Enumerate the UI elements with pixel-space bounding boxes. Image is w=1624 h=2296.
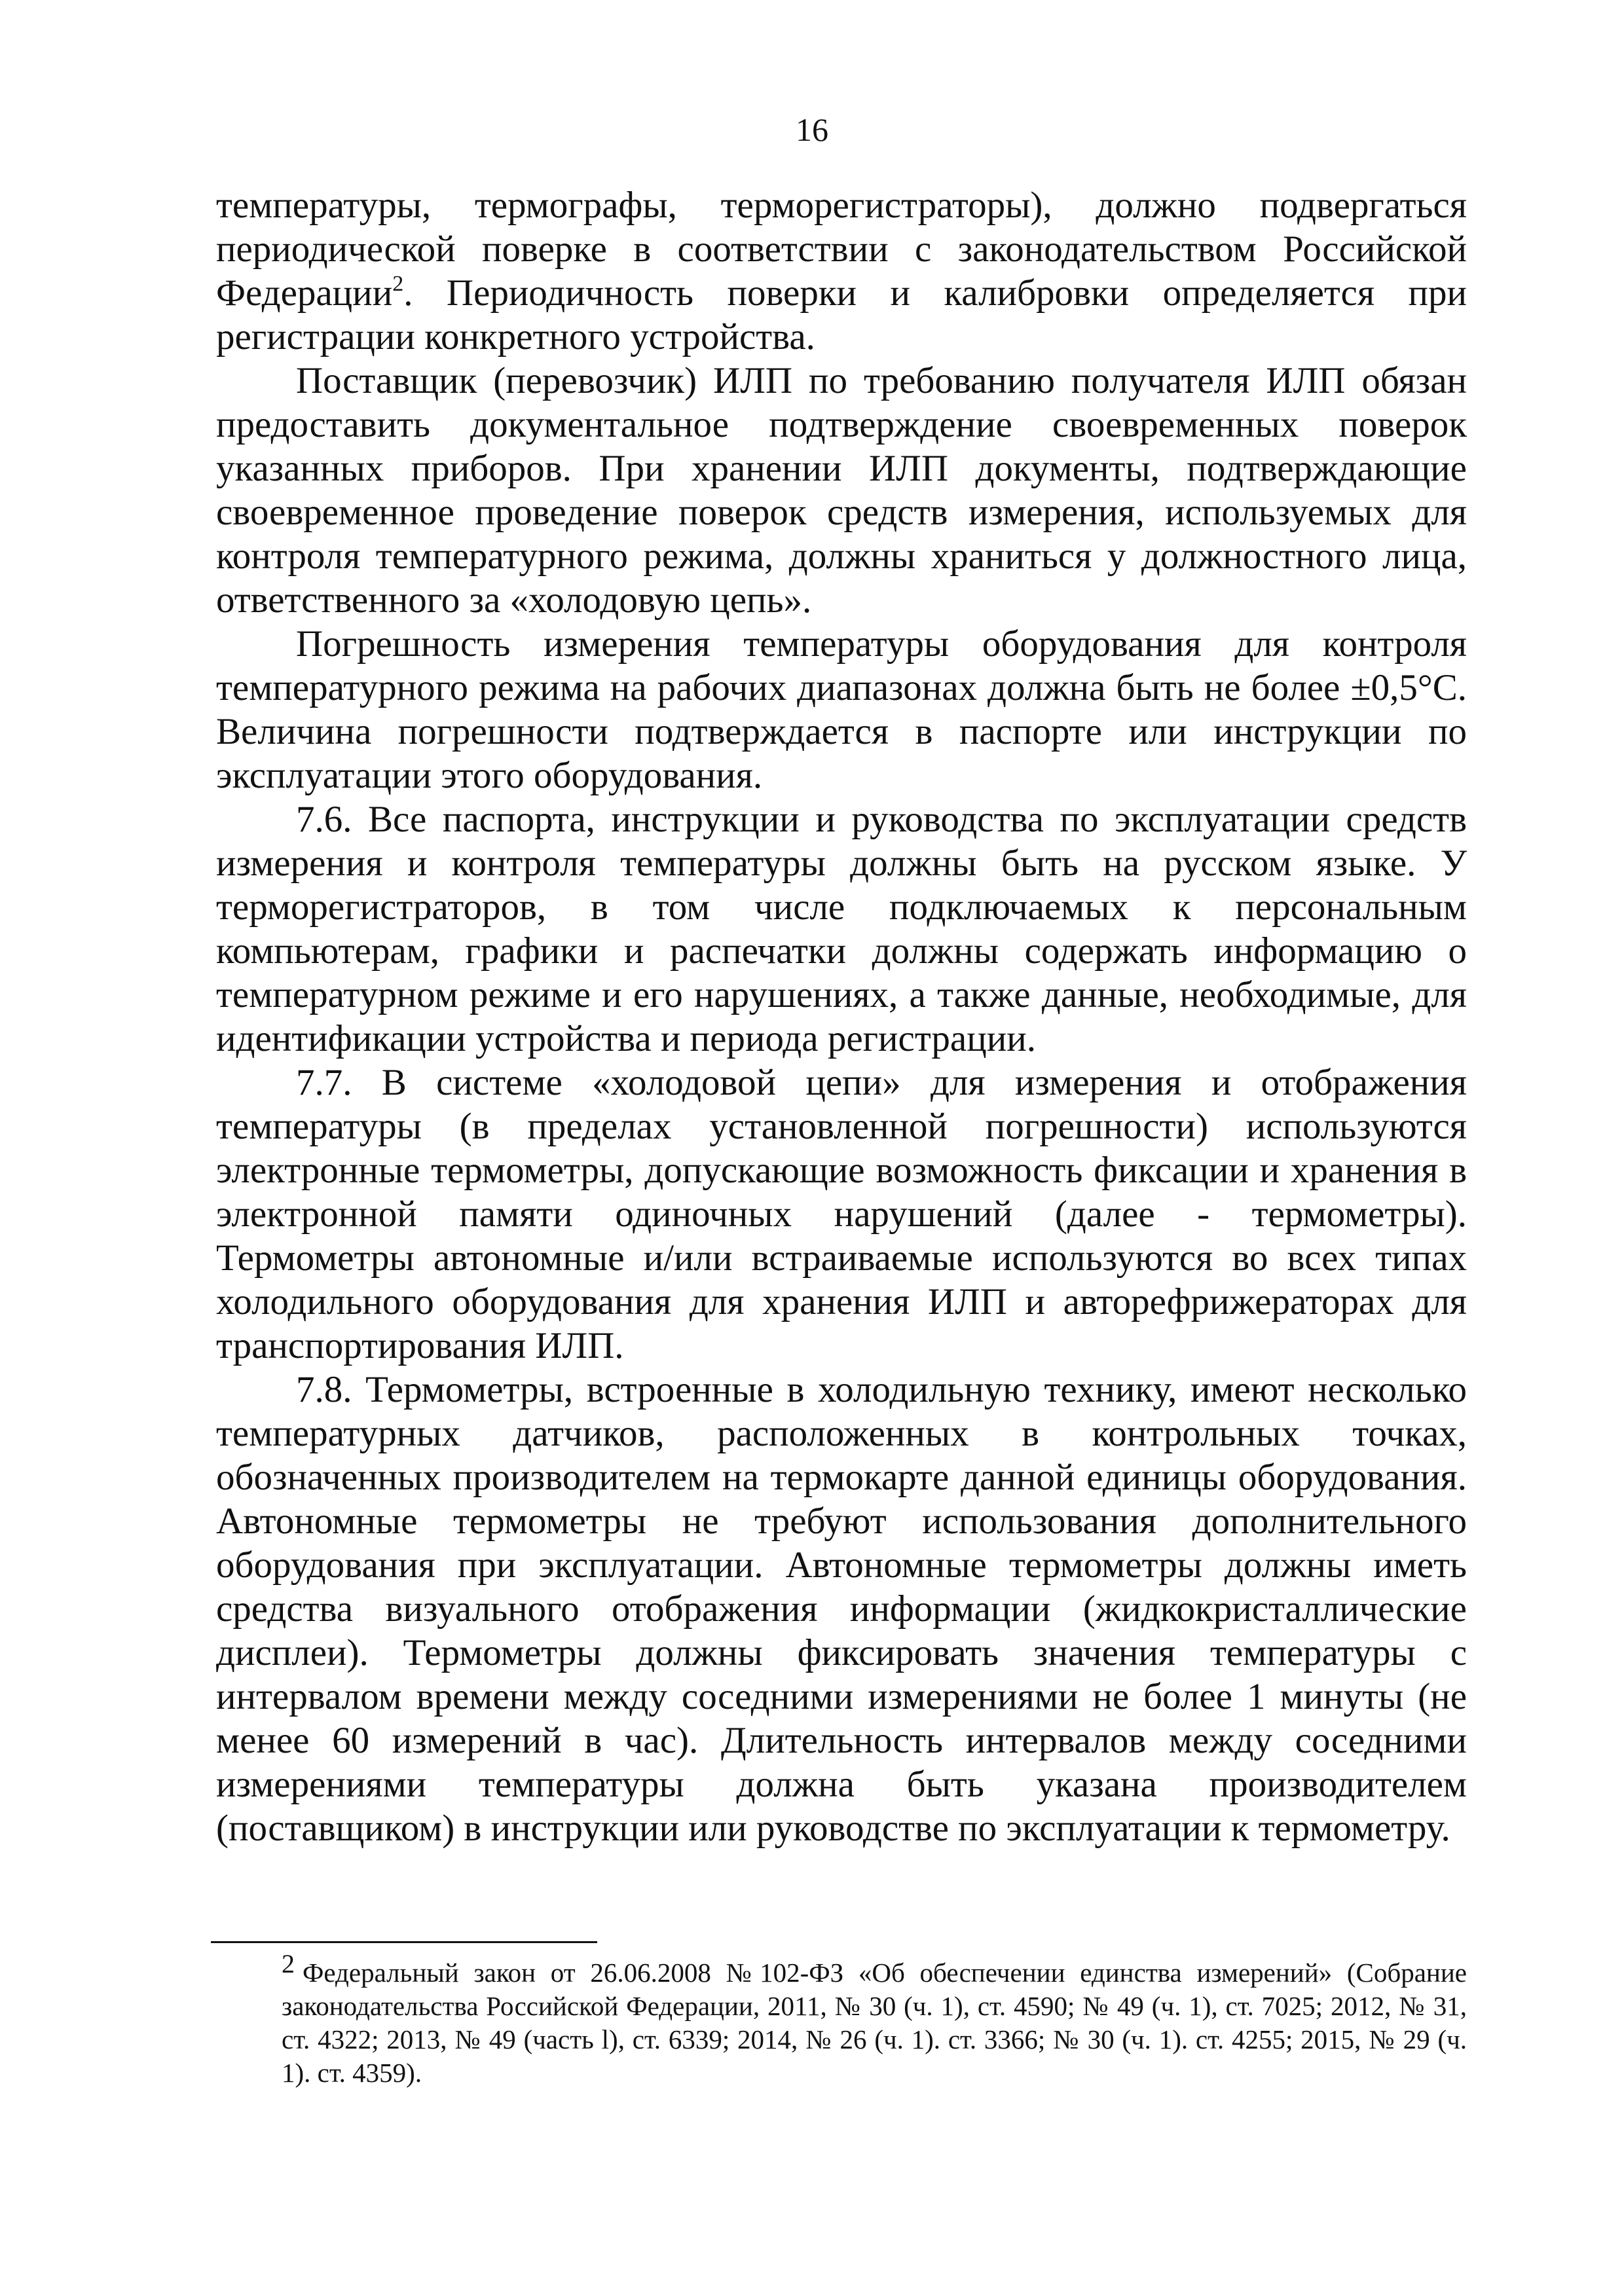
footnote [282, 1949, 1467, 2090]
paragraph-7-6: 7.6. Все паспорта, инструкции и руководства по эксплуатации средств измерения и контроля температуры должны быть на русском языке. У терморегистраторов, в том числе подключаемых к персональным компьютерам, графики и распечатки должны содержать информацию о температурном режиме и его нарушениях, а также данные, необходимые, для идентификации устройства и периода регистрации. [216, 799, 1467, 1059]
footnote-reference: 2 [392, 272, 404, 296]
footnote-mark: 2 [282, 1949, 295, 1978]
paragraph-measurement-error: Погрешность измерения температуры оборудования для контроля температурного режима на рабочих диапазонах должна быть не более ±0,5°С. Величина погрешности подтверждается в паспорте или инструкции по эксплуатации этого оборудования. [216, 623, 1467, 796]
paragraph-text: температуры, термографы, терморегистраторы), должно подвергаться периодической поверке в соответствии с законодательством Российской Федерации [216, 185, 1467, 314]
footnote-text: Федеральный закон от 26.06.2008 №102-ФЗ «Об обеспечении единства измерений» (Собрание законодательства Российской Федерации, 2011, № 30 (ч. 1), ст. 4590; № 49 (ч. 1), ст. 7025; 2012, № 31, ст. 4322; 2013, № 49 (часть l), ст. 6339; 2014, № 26 (ч. 1). ст. 3366; № 30 (ч. 1). ст. 4255; 2015, № 29 (ч. 1). ст. 4359). [282, 1958, 1467, 2088]
paragraph-supplier-verification: Поставщик (перевозчик) ИЛП по требованию получателя ИЛП обязан предоставить документальное подтверждение своевременных поверок указанных приборов. При хранении ИЛП документы, подтверждающие своевременное проведение поверок средств измерения, используемых для контроля температурного режима, должны храниться у должностного лица, ответственного за «холодовую цепь». [216, 360, 1467, 621]
paragraph-continuation [216, 183, 1467, 359]
body-text [216, 183, 1467, 1850]
page-number: 16 [796, 111, 828, 148]
paragraph-7-7: 7.7. В системе «холодовой цепи» для измерения и отображения температуры (в пределах установленной погрешности) используются электронные термометры, допускающие возможность фиксации и хранения в электронной памяти одиночных нарушений (далее - термометры). Термометры автономные и/или встраиваемые используются во всех типах холодильного оборудования для хранения ИЛП и авторефрижераторах для транспортирования ИЛП. [216, 1062, 1467, 1366]
footnote-separator [211, 1941, 597, 1943]
paragraph-text: . Периодичность поверки и калибровки определяется при регистрации конкретного устройства. [216, 272, 1467, 357]
paragraph-7-8: 7.8. Термометры, встроенные в холодильную технику, имеют несколько температурных датчиков, расположенных в контрольных точках, обозначенных производителем на термокарте данной единицы оборудования. Автономные термометры не требуют использования дополнительного оборудования при эксплуатации. Автономные термометры должны иметь средства визуального отображения информации (жидкокристаллические дисплеи). Термометры должны фиксировать значения температуры с интервалом времени между соседними измерениями не более 1 минуты (не менее 60 измерений в час). Длительность интервалов между соседними измерениями температуры должна быть указана производителем (поставщиком) в инструкции или руководстве по эксплуатации к термометру. [216, 1369, 1467, 1849]
